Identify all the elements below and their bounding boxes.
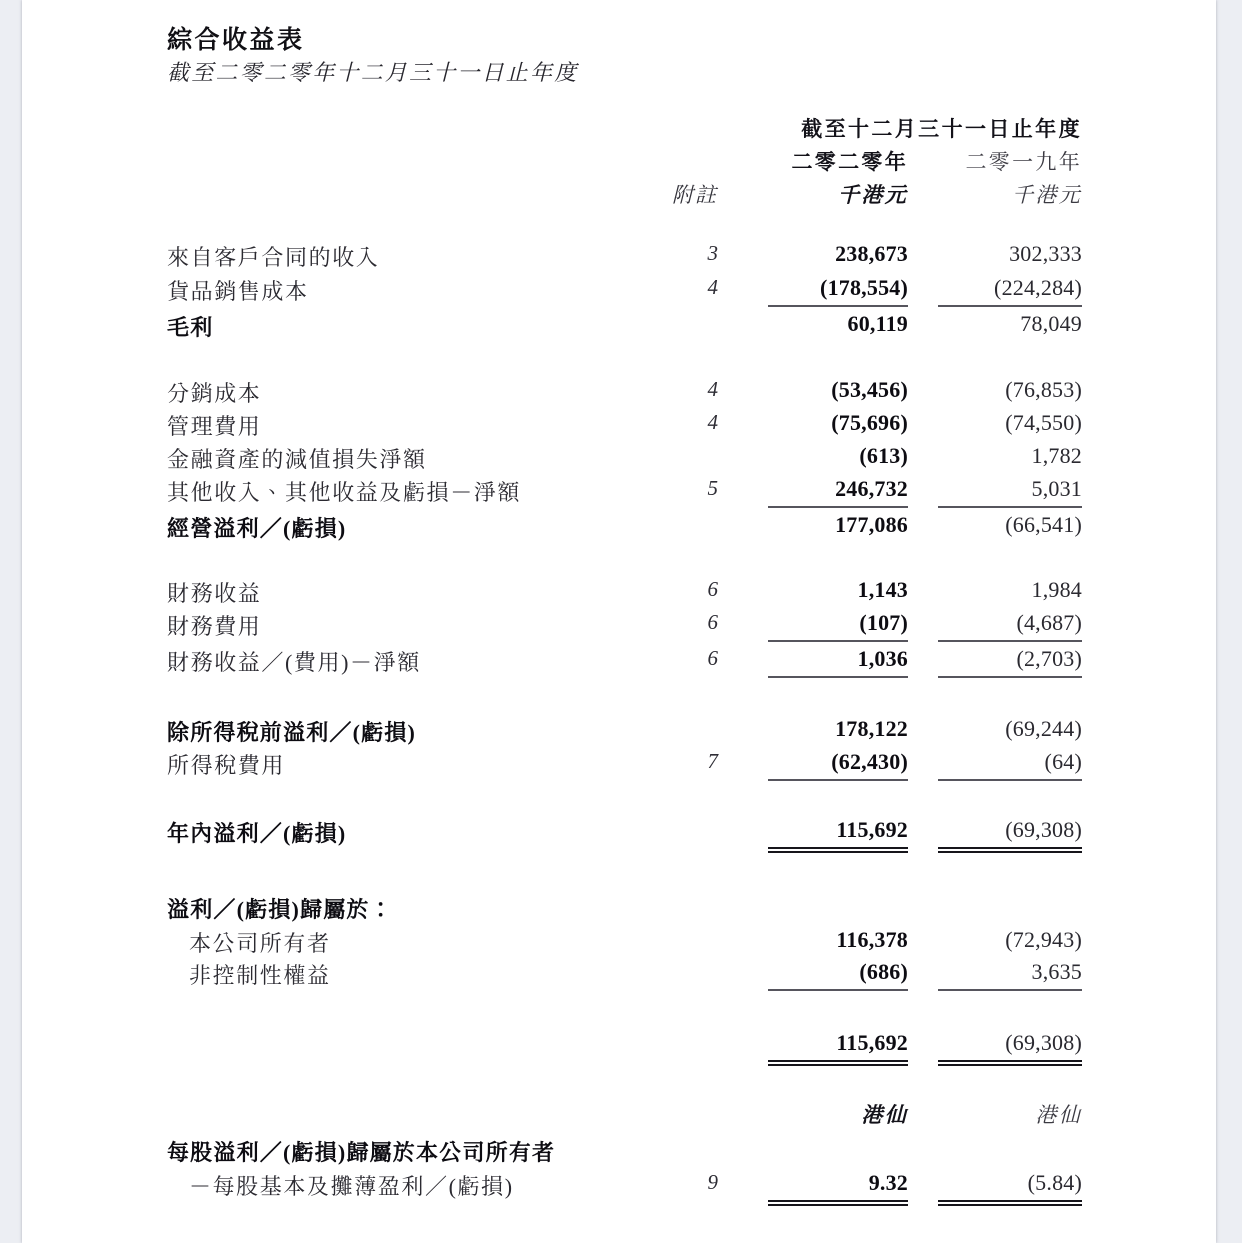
row-value-2019: (224,284) (994, 275, 1082, 300)
column-header-unit-current: 千港元 (838, 183, 908, 207)
total-double-rule (938, 1060, 1082, 1066)
subtotal-rule (768, 779, 908, 781)
row-label: 經營溢利／(虧損) (167, 516, 347, 541)
statement-row (22, 275, 1216, 309)
statement-row (22, 749, 1216, 783)
column-header-note: 附註 (672, 183, 718, 207)
row-label: 管理費用 (167, 414, 262, 439)
row-note-reference: 4 (707, 275, 718, 299)
statement-row (22, 646, 1216, 680)
row-label: 除所得稅前溢利／(虧損) (167, 720, 417, 745)
row-value-2019: 78,049 (1020, 311, 1082, 336)
row-label: 毛利 (167, 315, 214, 340)
column-header-cents-current: 港仙 (861, 1103, 908, 1127)
total-double-rule (938, 1200, 1082, 1206)
row-label: 其他收入、其他收益及虧損－淨額 (167, 480, 522, 505)
subtotal-rule (938, 305, 1082, 307)
row-value-2020: 115,692 (836, 817, 908, 842)
row-value-2019: (64) (1044, 749, 1082, 774)
statement-row (22, 577, 1216, 611)
statement-row (22, 443, 1216, 477)
row-label: 非控制性權益 (189, 963, 331, 988)
row-label: 金融資產的減值損失淨額 (167, 447, 427, 472)
row-value-2019: 1,782 (1031, 443, 1082, 468)
row-value-2020: (53,456) (831, 377, 908, 402)
statement-rows (22, 0, 1216, 1243)
statement-row (22, 512, 1216, 546)
row-note-reference: 4 (707, 377, 718, 401)
row-value-2020: 246,732 (835, 476, 908, 501)
row-label: 財務收益／(費用)－淨額 (167, 650, 421, 675)
statement-row (22, 716, 1216, 750)
row-value-2019: (4,687) (1016, 610, 1082, 635)
total-double-rule (938, 847, 1082, 853)
subtotal-rule (938, 676, 1082, 678)
statement-row (22, 927, 1216, 961)
subtotal-rule (938, 640, 1082, 642)
page-content (22, 0, 1216, 1243)
row-value-2020: (686) (859, 959, 908, 984)
column-header-unit-prior: 千港元 (1012, 183, 1082, 207)
row-value-2020: 177,086 (835, 512, 908, 537)
row-value-2020: 115,692 (836, 1030, 908, 1055)
subtotal-rule (938, 506, 1082, 508)
row-value-2020: 1,036 (857, 646, 908, 671)
total-double-rule (768, 847, 908, 853)
statement-row (22, 311, 1216, 345)
column-header-cents-prior: 港仙 (1035, 1103, 1082, 1127)
row-note-reference: 3 (707, 241, 718, 265)
row-value-2020: (107) (859, 610, 908, 635)
row-label: 貨品銷售成本 (167, 279, 309, 304)
row-value-2019: 3,635 (1031, 959, 1082, 984)
statement-row (22, 817, 1216, 851)
statement-row (22, 610, 1216, 644)
row-value-2019: (66,541) (1005, 512, 1082, 537)
row-value-2020: 60,119 (847, 311, 908, 336)
statement-row (22, 1170, 1216, 1204)
row-value-2020: (62,430) (831, 749, 908, 774)
row-note-reference: 4 (707, 410, 718, 434)
statement-row (22, 377, 1216, 411)
row-note-reference: 6 (707, 646, 718, 670)
row-value-2020: (178,554) (820, 275, 908, 300)
row-note-reference: 6 (707, 577, 718, 601)
row-label: 所得稅費用 (167, 753, 286, 778)
row-value-2020: 116,378 (836, 927, 908, 952)
total-double-rule (768, 1060, 908, 1066)
statement-row (22, 959, 1216, 993)
subtotal-rule (768, 676, 908, 678)
row-label: 來自客戶合同的收入 (167, 245, 380, 270)
row-label: －每股基本及攤薄盈利／(虧損) (189, 1174, 514, 1199)
row-note-reference: 5 (707, 476, 718, 500)
row-value-2019: (69,244) (1005, 716, 1082, 741)
document-page (22, 0, 1216, 1243)
statement-row (22, 1030, 1216, 1064)
row-note-reference: 9 (707, 1170, 718, 1194)
subtotal-rule (768, 989, 908, 991)
column-header-year-current: 二零二零年 (791, 150, 908, 174)
subtotal-rule (768, 506, 908, 508)
row-value-2020: 238,673 (835, 241, 908, 266)
row-value-2019: (5.84) (1027, 1170, 1082, 1195)
subtotal-rule (768, 640, 908, 642)
column-header-year-prior: 二零一九年 (965, 150, 1082, 174)
row-value-2019: (2,703) (1016, 646, 1082, 671)
row-value-2019: 1,984 (1031, 577, 1082, 602)
column-header-period: 截至十二月三十一日止年度 (801, 117, 1082, 141)
subtotal-rule (938, 779, 1082, 781)
page-subtitle: 截至二零二零年十二月三十一日止年度 (167, 60, 579, 85)
row-value-2020: 1,143 (857, 577, 908, 602)
statement-row (22, 893, 1216, 927)
row-note-reference: 6 (707, 610, 718, 634)
row-value-2019: (72,943) (1005, 927, 1082, 952)
row-label: 財務費用 (167, 614, 262, 639)
row-label: 每股溢利／(虧損)歸屬於本公司所有者 (167, 1140, 556, 1165)
row-label: 分銷成本 (167, 381, 262, 406)
subtotal-rule (938, 989, 1082, 991)
row-label: 財務收益 (167, 581, 262, 606)
row-label: 本公司所有者 (189, 931, 331, 956)
row-value-2019: 302,333 (1009, 241, 1082, 266)
statement-row (22, 241, 1216, 275)
row-label: 溢利／(虧損)歸屬於： (167, 897, 393, 922)
row-label: 年內溢利／(虧損) (167, 821, 347, 846)
row-value-2019: (76,853) (1005, 377, 1082, 402)
statement-row (22, 1136, 1216, 1170)
row-value-2019: (69,308) (1005, 1030, 1082, 1055)
row-note-reference: 7 (707, 749, 718, 773)
row-value-2019: 5,031 (1031, 476, 1082, 501)
row-value-2020: (613) (859, 443, 908, 468)
statement-row (22, 476, 1216, 510)
row-value-2019: (74,550) (1005, 410, 1082, 435)
subtotal-rule (768, 305, 908, 307)
row-value-2020: (75,696) (831, 410, 908, 435)
row-value-2020: 9.32 (868, 1170, 908, 1195)
row-value-2019: (69,308) (1005, 817, 1082, 842)
total-double-rule (768, 1200, 908, 1206)
statement-row (22, 410, 1216, 444)
page-title: 綜合收益表 (167, 27, 305, 54)
row-value-2020: 178,122 (835, 716, 908, 741)
